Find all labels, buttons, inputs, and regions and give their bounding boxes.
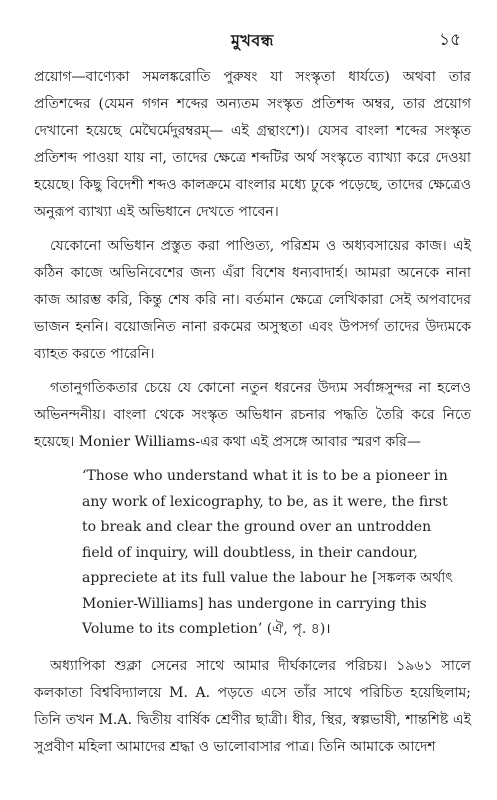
- running-head: মুখবন্ধ: [231, 31, 274, 50]
- page-body: [34, 64, 471, 761]
- block-quote: ‘Those who understand what it is to be a pioneer in any work of lexicography, to be, as it were, the first to break and clear the ground over an untrodden field of inquiry, will doubtless, in their candour, appreciete at its full value the labour he [সঙ্কলক অর্থাৎ Monier-Williams] has undergone in carrying this Volume to its completion’ (ঐ, পৃ. ৪)।: [82, 468, 453, 637]
- paragraph-3: গতানুগতিকতার চেয়ে যে কোনো নতুন ধরনের উদ্যম সর্বাঙ্গসুন্দর না হলেও অভিনন্দনীয়। বাংলা থেকে সংস্কৃত অভিধান রচনার পদ্ধতি তৈরি করে নিতে হয়েছে। Monier Williams-এর কথা এই প্রসঙ্গে আবার স্মরণ করি—: [34, 380, 471, 450]
- page-number: ১৫: [438, 30, 461, 50]
- page-header: [34, 0, 471, 64]
- paragraph-2: যেকোনো অভিধান প্রস্তুত করা পাণ্ডিত্য, পরিশ্রম ও অধ্যবসায়ের কাজ। এই কঠিন কাজে অভিনিবেশের জন্য এঁরা বিশেষ ধন্যবাদার্হ। আমরা অনেকে নানা কাজ আরম্ভ করি, কিন্তু শেষ করি না। বর্তমান ক্ষেত্রে লেখিকারা সেই অপবাদের ভাজন হননি। বয়োজনিত নানা রকমের অসুস্থতা এবং উপসর্গ তাদের উদ্যমকে ব্যাহত করতে পারেনি।: [34, 238, 471, 362]
- paragraph-1: প্রয়োগ—বাণ্যেকা সমলঙ্করোতি পুরুষং যা সংস্কৃতা ধার্যতে) অথবা তার প্রতিশব্দের (যেমন গগন শব্দের অন্যতম সংস্কৃত প্রতিশব্দ অম্বর, তার প্রয়োগ দেখানো হয়েছে মেঘৈর্মেদুরম্বরম্— এই গ্রন্থাংশে)। যেসব বাংলা শব্দের সংস্কৃত প্রতিশব্দ পাওয়া যায় না, তাদের ক্ষেত্রে শব্দটির অর্থ সংস্কৃতে ব্যাখ্যা করে দেওয়া হয়েছে। কিছু বিদেশী শব্দও কালক্রমে বাংলার মধ্যে ঢুকে পড়েছে, তাদের ক্ষেত্রেও অনুরূপ ব্যাখ্যা এই অভিধানে দেখতে পাবেন।: [34, 69, 471, 220]
- paragraph-4: অধ্যাপিকা শুক্লা সেনের সাথে আমার দীর্ঘকালের পরিচয়। ১৯৬১ সালে কলকাতা বিশ্ববিদ্যালয়ে M. A. পড়তে এসে তাঁর সাথে পরিচিত হয়েছিলাম; তিনি তখন M.A. দ্বিতীয় বার্ষিক শ্রেণীর ছাত্রী। ধীর, স্থির, স্বল্পভাষী, শান্তশিষ্ট এই সুপ্রবীণ মহিলা আমাদের শ্রদ্ধা ও ভালোবাসার পাত্র। তিনি আমাকে আদেশ: [34, 657, 471, 755]
